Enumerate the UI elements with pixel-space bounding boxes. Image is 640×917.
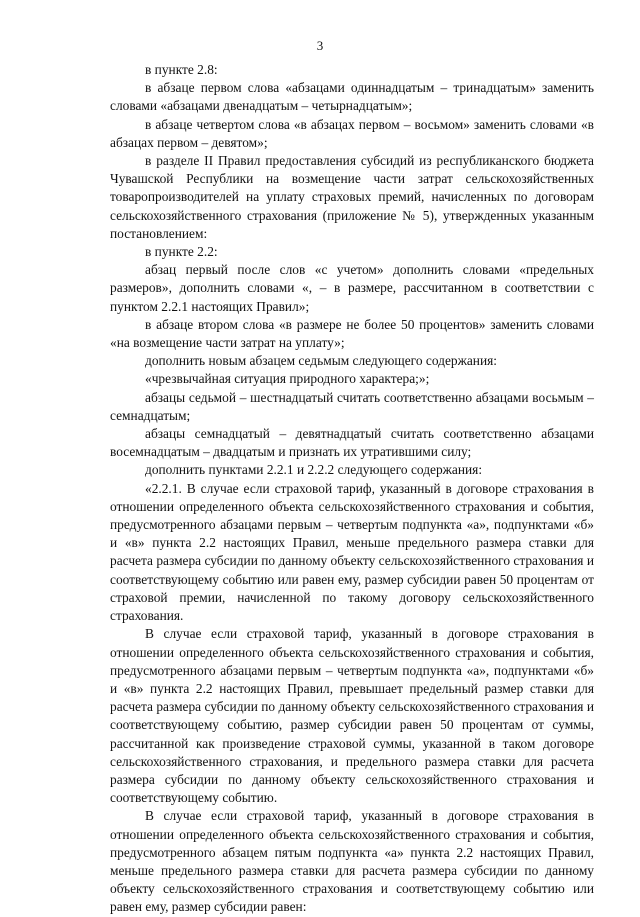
paragraph-14: В случае если страховой тариф, указанный в договоре страхования в отношении определенного объекта сельскохозяйственного страхования и события, предусмотренного абзацами первым – четвертым подпункта «а», подпунктами «б» и «в» пункта 2.2 настоящих Правил, превышает предельный размер ставки для расчета размера субсидии по данному объекту сельскохозяйственного страхования и соответствующему событию, размер субсидии равен 50 процентам от суммы, рассчитанной как произведение страховой суммы, указанной в таком договоре сельскохозяйственного страхования, и предельного размера ставки для расчета размера субсидии по данному объекту сельскохозяйственного страхования и соответствующему событию.: [110, 626, 594, 806]
paragraph-8: дополнить новым абзацем седьмым следующего содержания:: [145, 353, 497, 369]
paragraph-15: В случае если страховой тариф, указанный в договоре страхования в отношении определенного объекта сельскохозяйственного страхования и события, предусмотренного абзацем пятым подпункта «а» пункта 2.2 настоящих Правил, меньше предельного размера ставки для расчета размера субсидии по данному объекту сельскохозяйственного страхования и соответствующему событию или равен ему, размер субсидии равен:: [110, 808, 594, 915]
paragraph-7: в абзаце втором слова «в размере не более 50 процентов» заменить словами «на возмещение части затрат на уплату»;: [110, 316, 594, 351]
paragraph-13: «2.2.1. В случае если страховой тариф, указанный в договоре страхования в отношении определенного объекта сельскохозяйственного страхования и события, предусмотренного абзацами первым – четвертым подпункта «а», подпунктами «б» и «в» пункта 2.2 настоящих Правил, меньше предельного размера ставки для расчета размера субсидии по данному объекту сельскохозяйственного страхования и соответствующему событию или равен ему, размер субсидии равен 50 процентам от страховой премии, начисленной по такому договору сельскохозяйственного страхования.: [110, 480, 594, 624]
paragraph-12: дополнить пунктами 2.2.1 и 2.2.2 следующего содержания:: [145, 462, 483, 478]
paragraph-1: в пункте 2.8:: [145, 62, 218, 77]
paragraph-3: в абзаце четвертом слова «в абзацах первом – восьмом» заменить словами «в абзацах первом – девятом»;: [110, 116, 594, 150]
paragraph-6: абзац первый после слов «с учетом» дополнить словами «предельных размеров», дополнить словами «, – в размере, рассчитанном в соответствии с пунктом 2.2.1 настоящих Правил»;: [110, 262, 594, 314]
paragraph-9: «чрезвычайная ситуация природного характера;»;: [145, 371, 430, 387]
paragraph-5: в пункте 2.2:: [145, 244, 218, 260]
page-number: 3: [316, 38, 324, 53]
paragraph-11: абзацы семнадцатый – девятнадцатый считать соответственно абзацами восемнадцатым – двадцатым и признать их утратившими силу;: [110, 426, 594, 460]
document-body: [110, 61, 594, 917]
paragraph-2: в абзаце первом слова «абзацами одиннадцатым – тринадцатым» заменить словами «абзацами двенадцатым – четырнадцатым»;: [110, 80, 594, 114]
paragraph-10: абзацы седьмой – шестнадцатый считать соответственно абзацами восьмым – семнадцатым;: [110, 389, 594, 423]
paragraph-4: в разделе II Правил предоставления субсидий из республиканского бюджета Чувашской Республики на возмещение части затрат сельскохозяйственных товаропроизводителей на уплату страховых премий, начисленных по договорам сельскохозяйственного страхования (приложение № 5), утвержденных указанным постановлением:: [110, 153, 594, 241]
